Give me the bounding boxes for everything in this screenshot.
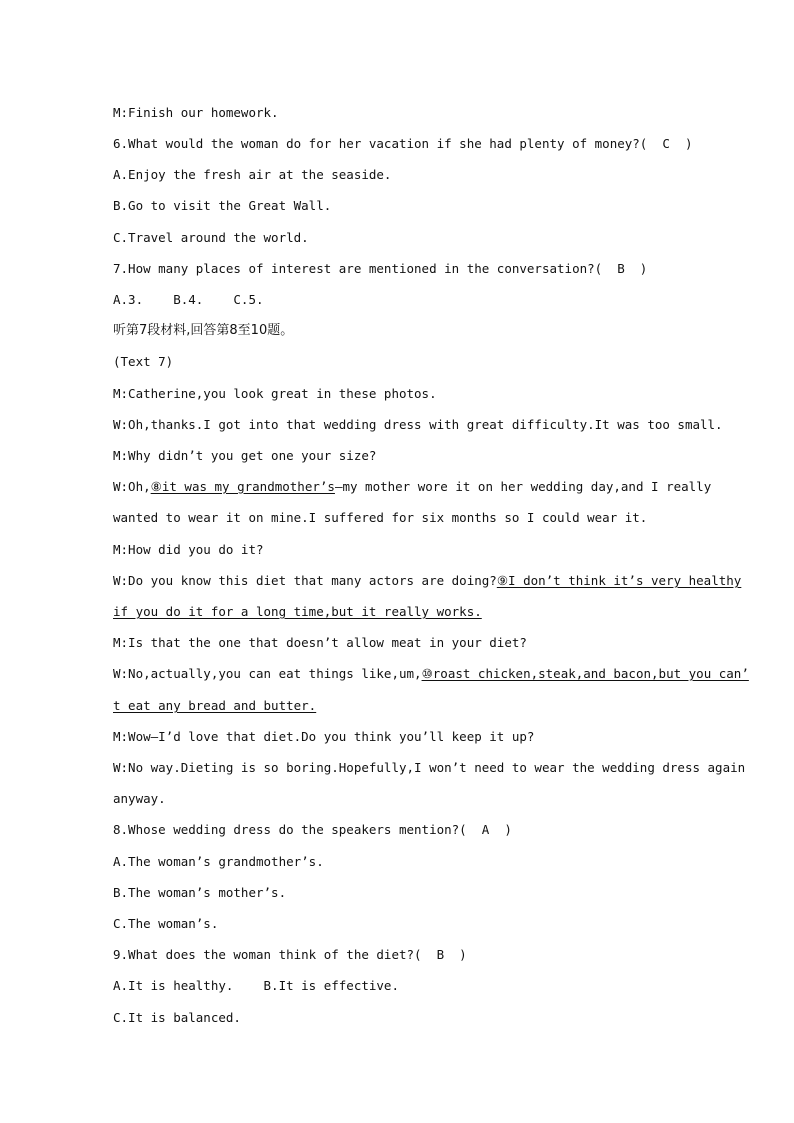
text-label: (Text 7) [113, 354, 174, 369]
question-8: 8.Whose wedding dress do the speakers mention?( A ) [113, 822, 512, 837]
option-c: C.Travel around the world. [113, 230, 309, 245]
dialogue-line: anyway. [113, 791, 166, 806]
dialogue-line: M:Is that the one that doesn’t allow meat in your diet? [113, 635, 527, 650]
option-b: B.The woman’s mother’s. [113, 885, 287, 900]
dialogue-line: M:Why didn’t you get one your size? [113, 448, 377, 463]
dialogue-line: M:Wow—I’d love that diet.Do you think you’ll keep it up? [113, 729, 535, 744]
question-6: 6.What would the woman do for her vacation if she had plenty of money?( C ) [113, 136, 693, 151]
dialogue-line: W:Oh,thanks.I got into that wedding dress with great difficulty.It was too small. [113, 417, 723, 432]
underlined-evidence: ⑧it was my grandmother’s [150, 479, 335, 494]
dialogue-line: wanted to wear it on mine.I suffered for six months so I could wear it. [113, 510, 648, 525]
underlined-evidence: t eat any bread and butter. [113, 698, 317, 713]
option-b: B.Go to visit the Great Wall. [113, 198, 332, 213]
options-row: A.It is healthy. B.It is effective. [113, 978, 399, 993]
line-text: —my mother wore it on her wedding day,and I really [334, 479, 712, 494]
line-text: W:No,actually,you can eat things like,um, [113, 666, 422, 681]
dialogue-line: M:How did you do it? [113, 542, 264, 557]
dialogue-line [113, 479, 723, 495]
question-9: 9.What does the woman think of the diet?( B ) [113, 947, 467, 962]
option-c: C.It is balanced. [113, 1010, 241, 1025]
dialogue-line [113, 573, 742, 589]
option-a: A.The woman’s grandmother’s. [113, 854, 324, 869]
dialogue-line [113, 666, 749, 682]
underlined-evidence: ⑩roast chicken,steak,and bacon,but you can’ [421, 666, 749, 681]
dialogue-line: W:No way.Dieting is so boring.Hopefully,I won’t need to wear the wedding dress again [113, 760, 746, 775]
underlined-evidence: ⑨I don’t think it’s very healthy [496, 573, 742, 588]
option-c: C.The woman’s. [113, 916, 219, 931]
section-instruction: 听第7段材料,回答第8至10题。 [113, 323, 294, 338]
options-row: A.3. B.4. C.5. [113, 292, 264, 307]
line-text: W:Oh, [113, 479, 151, 494]
line-text: W:Do you know this diet that many actors are doing? [113, 573, 497, 588]
dialogue-line: M:Catherine,you look great in these photos. [113, 386, 437, 401]
option-a: A.Enjoy the fresh air at the seaside. [113, 167, 392, 182]
dialogue-line: M:Finish our homework. [113, 105, 279, 120]
question-7: 7.How many places of interest are mentioned in the conversation?( B ) [113, 261, 648, 276]
underlined-evidence: if you do it for a long time,but it really works. [113, 604, 482, 619]
